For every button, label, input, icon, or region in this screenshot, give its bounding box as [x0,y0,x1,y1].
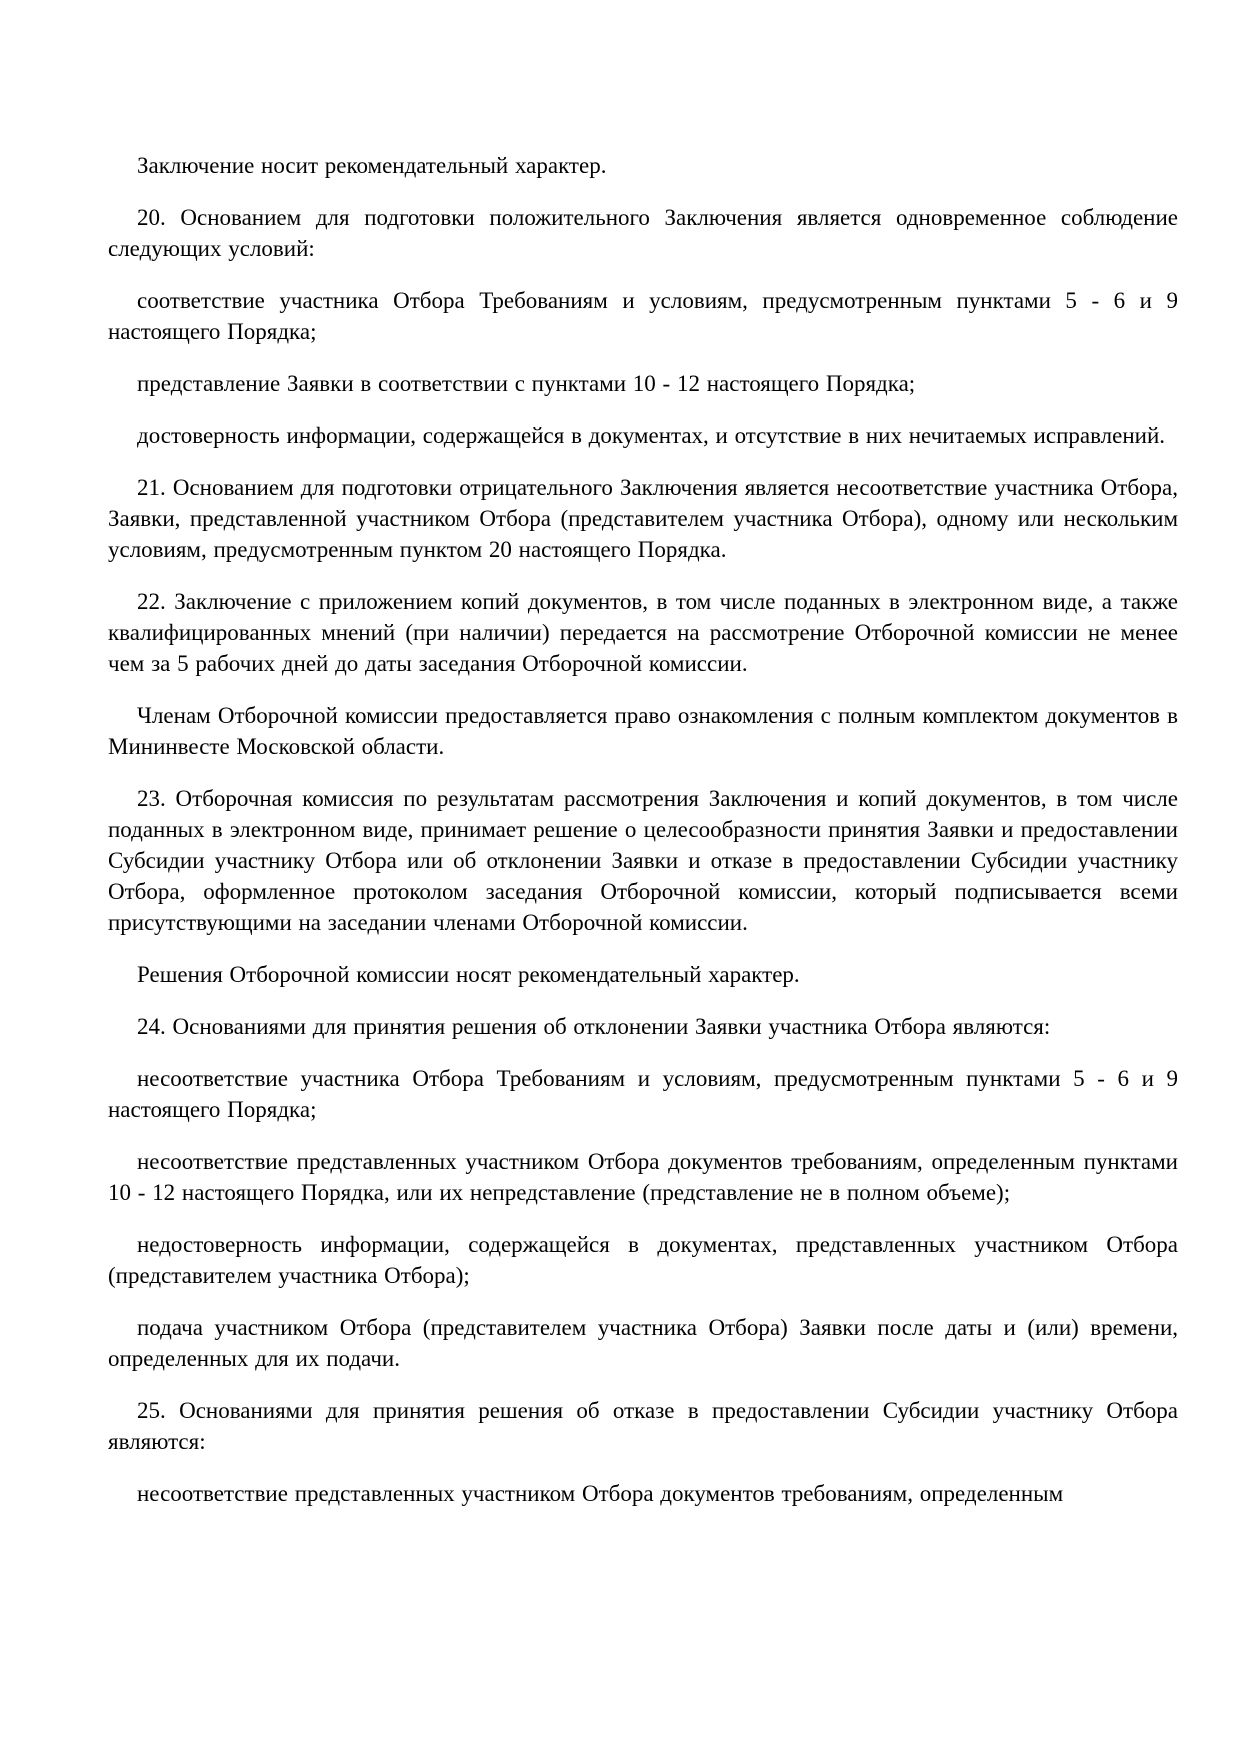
paragraph-clause-20-item-1: соответствие участника Отбора Требованиям и условиям, предусмотренным пунктами 5 - 6 и 9 настоящего Порядка; [108,288,1178,344]
paragraph-clause-24-item-2: несоответствие представленных участником Отбора документов требованиям, определенным пунктами 10 - 12 настоящего Порядка, или их непредставление (представление не в полном объеме); [108,1149,1178,1205]
paragraph-clause-24-item-1: несоответствие участника Отбора Требованиям и условиям, предусмотренным пунктами 5 - 6 и 9 настоящего Порядка; [108,1066,1178,1122]
paragraph-conclusion-note: Заключение носит рекомендательный характер. [137,153,607,178]
paragraph-clause-22-note: Членам Отборочной комиссии предоставляется право ознакомления с полным комплектом документов в Мининвесте Московской области. [108,703,1178,759]
paragraph-clause-23: 23. Отборочная комиссия по результатам рассмотрения Заключения и копий документов, в том числе поданных в электронном виде, принимает решение о целесообразности принятия Заявки и предоставлении Субсидии участнику Отбора или об отклонении Заявки и отказе в предоставлении Субсидии участнику Отбора, оформленное протоколом заседания Отборочной комиссии, который подписывается всеми присутствующими на заседании членами Отборочной комиссии. [108,786,1178,935]
paragraph-clause-20: 20. Основанием для подготовки положительного Заключения является одновременное соблюдение следующих условий: [108,205,1178,261]
paragraph-clause-22: 22. Заключение с приложением копий документов, в том числе поданных в электронном виде, а также квалифицированных мнений (при наличии) передается на рассмотрение Отборочной комиссии не менее чем за 5 рабочих дней до даты заседания Отборочной комиссии. [108,589,1178,676]
paragraph-clause-24-item-4: подача участником Отбора (представителем участника Отбора) Заявки после даты и (или) времени, определенных для их подачи. [108,1315,1178,1371]
paragraph-clause-21: 21. Основанием для подготовки отрицательного Заключения является несоответствие участника Отбора, Заявки, представленной участником Отбора (представителем участника Отбора), одному или нескольким условиям, предусмотренным пунктом 20 настоящего Порядка. [108,475,1178,562]
paragraph-clause-20-item-3: достоверность информации, содержащейся в документах, и отсутствие в них нечитаемых исправлений. [137,423,1166,448]
paragraph-clause-23-note: Решения Отборочной комиссии носят рекомендательный характер. [137,962,800,987]
paragraph-clause-25: 25. Основаниями для принятия решения об отказе в предоставлении Субсидии участнику Отбора являются: [108,1398,1178,1454]
paragraph-clause-25-item-1: несоответствие представленных участником Отбора документов требованиям, определенным [137,1481,1064,1506]
paragraph-clause-24-item-3: недостоверность информации, содержащейся в документах, представленных участником Отбора (представителем участника Отбора); [108,1232,1178,1288]
paragraph-clause-24: 24. Основаниями для принятия решения об отклонении Заявки участника Отбора являются: [137,1014,1051,1039]
paragraph-clause-20-item-2: представление Заявки в соответствии с пунктами 10 - 12 настоящего Порядка; [137,371,916,396]
